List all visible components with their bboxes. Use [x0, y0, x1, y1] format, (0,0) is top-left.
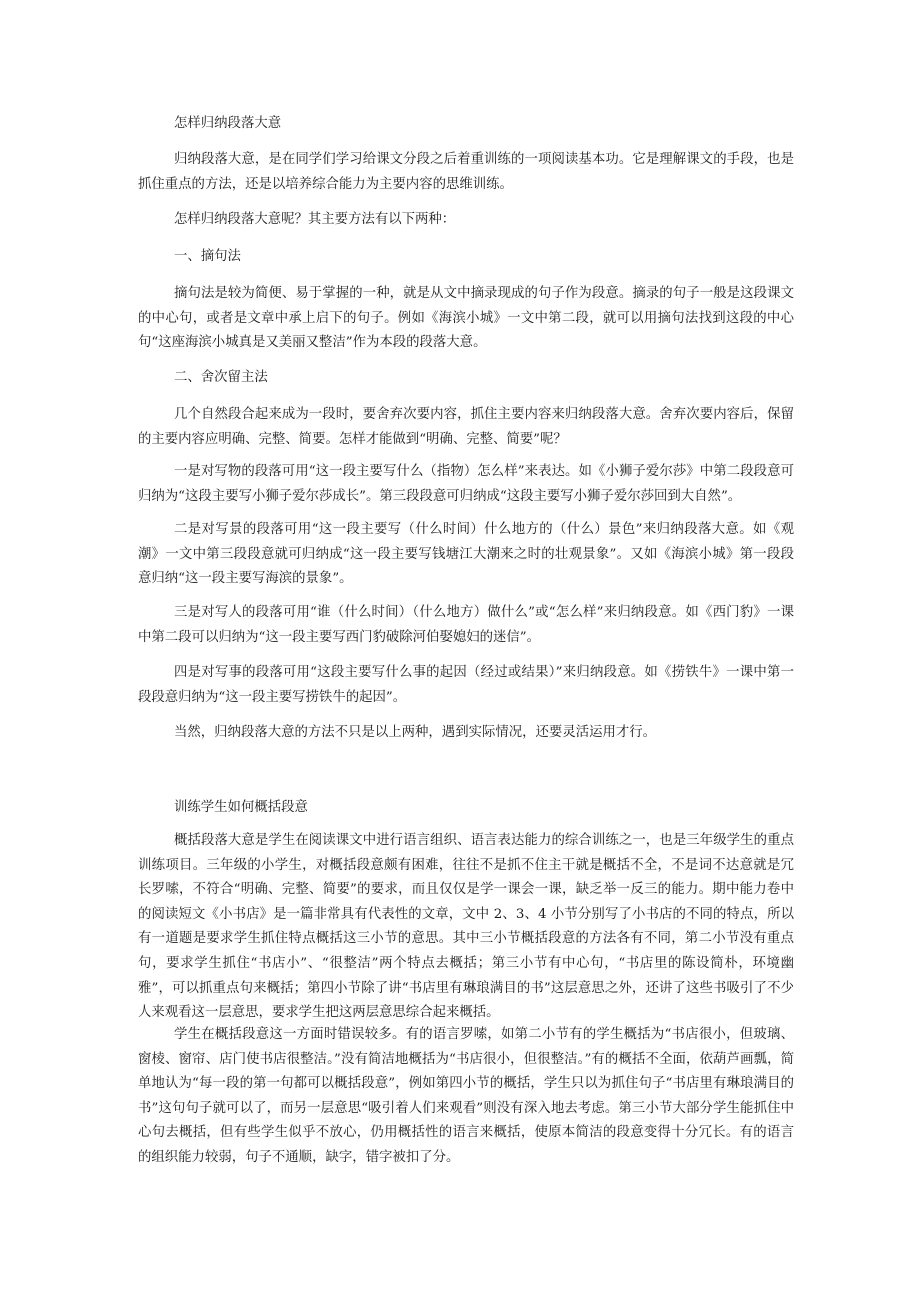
method1-heading: 一、摘句法: [174, 249, 241, 264]
point3-text: 三是对写人的段落可用“谁（什么时间）（什么地方）做什么”或“怎么样”来归纳段意。如《西门豹》一课中第二段可以归纳为“这一段主要写西门豹破除河伯娶媳妇的迷信”。: [138, 605, 794, 645]
method2-heading: 二、舍次留主法: [174, 370, 268, 385]
article1-intro: 归纳段落大意，是在同学们学习给课文分段之后着重训练的一项阅读基本功。它是理解课文的手段，也是抓住重点的方法，还是以培养综合能力为主要内容的思维训练。: [138, 152, 794, 192]
article1-question: 怎样归纳段落大意呢？其主要方法有以下两种：: [174, 212, 456, 227]
point1-text: 一是对写物的段落可用“这一段主要写什么（指物）怎么样”来表达。如《小狮子爱尔莎》中第二段段意可归纳为“这段主要写小狮子爱尔莎成长”。第三段段意可归纳成“这段主要写小狮子爱尔莎回到大自然”。: [138, 464, 794, 504]
method2-text: 几个自然段合起来成为一段时，要舍弃次要内容，抓住主要内容来归纳段落大意。舍弃次要内容后，保留的主要内容应明确、完整、简要。怎样才能做到“明确、完整、简要”呢？: [138, 407, 794, 447]
article2-para2: 学生在概括段意这一方面时错误较多。有的语言罗嗦，如第二小节有的学生概括为“书店很小，但玻璃、窗棱、窗帘、店门使书店很整洁。”没有简洁地概括为“书店很小，但很整洁。”有的概括不全面，依葫芦画瓢，简单地认为“每一段的第一句都可以概括段意”，例如第四小节的概括，学生只以为抓住句子“书店里有琳琅满目的书”这句句子就可以了，而另一层意思“吸引着人们来观看”则没有深入地去考虑。第三小节大部分学生能抓住中心句去概括，但有些学生似乎不放心，仍用概括性的语言来概括，使原本简洁的段意变得十分冗长。有的语言的组织能力较弱，句子不通顺，缺字，错字被扣了分。: [138, 1027, 794, 1165]
article1-title: 怎样归纳段落大意: [174, 116, 282, 131]
method1-text: 摘句法是较为简便、易于掌握的一种，就是从文中摘录现成的句子作为段意。摘录的句子一般是这段课文的中心句，或者是文章中承上启下的句子。例如《海滨小城》一文中第二段，就可以用摘句法找到这段的中心句“这座海滨小城真是又美丽又整洁”作为本段的段落大意。: [138, 286, 794, 351]
point2-text: 二是对写景的段落可用“这一段主要写（什么时间）什么地方的（什么）景色”来归纳段落大意。如《观潮》一文中第三段段意就可归纳成“这一段主要写钱塘江大潮来之时的壮观景象”。又如《海滨小城》第一段段意归纳“这一段主要写海滨的景象”。: [138, 522, 794, 587]
article2-para1: 概括段落大意是学生在阅读课文中进行语言组织、语言表达能力的综合训练之一，也是三年级学生的重点训练项目。三年级的小学生，对概括段意颇有困难，往往不是抓不住主干就是概括不全，不是词不达意就是冗长罗嗦，不符合“明确、完整、简要”的要求，而且仅仅是学一课会一课，缺乏举一反三的能力。期中能力卷中的阅读短文《小书店》是一篇非常具有代表性的文章，文中 2、3、4 小节分别写了小书店的不同的特点，所以有一道题是要求学生抓住特点概括这三小节的意思。其中三小节概括段意的方法各有不同，第二小节没有重点句，要求学生抓住“书店小”、“很整洁”两个特点去概括；第三小节有中心句，“书店里的陈设简朴，环境幽雅”，可以抓重点句来概括；第四小节除了讲“书店里有琳琅满目的书”这层意思之外，还讲了这些书吸引了不少人来观看这一层意思，要求学生把这两层意思综合起来概括。: [138, 833, 794, 1021]
article1-conclusion: 当然，归纳段落大意的方法不只是以上两种，遇到实际情况，还要灵活运用才行。: [174, 725, 657, 740]
article2-title: 训练学生如何概括段意: [174, 800, 308, 815]
point4-text: 四是对写事的段落可用“这段主要写什么事的起因（经过或结果）”来归纳段意。如《捞铁牛》一课中第一段段意归纳为“这一段主要写捞铁牛的起因”。: [138, 665, 794, 705]
